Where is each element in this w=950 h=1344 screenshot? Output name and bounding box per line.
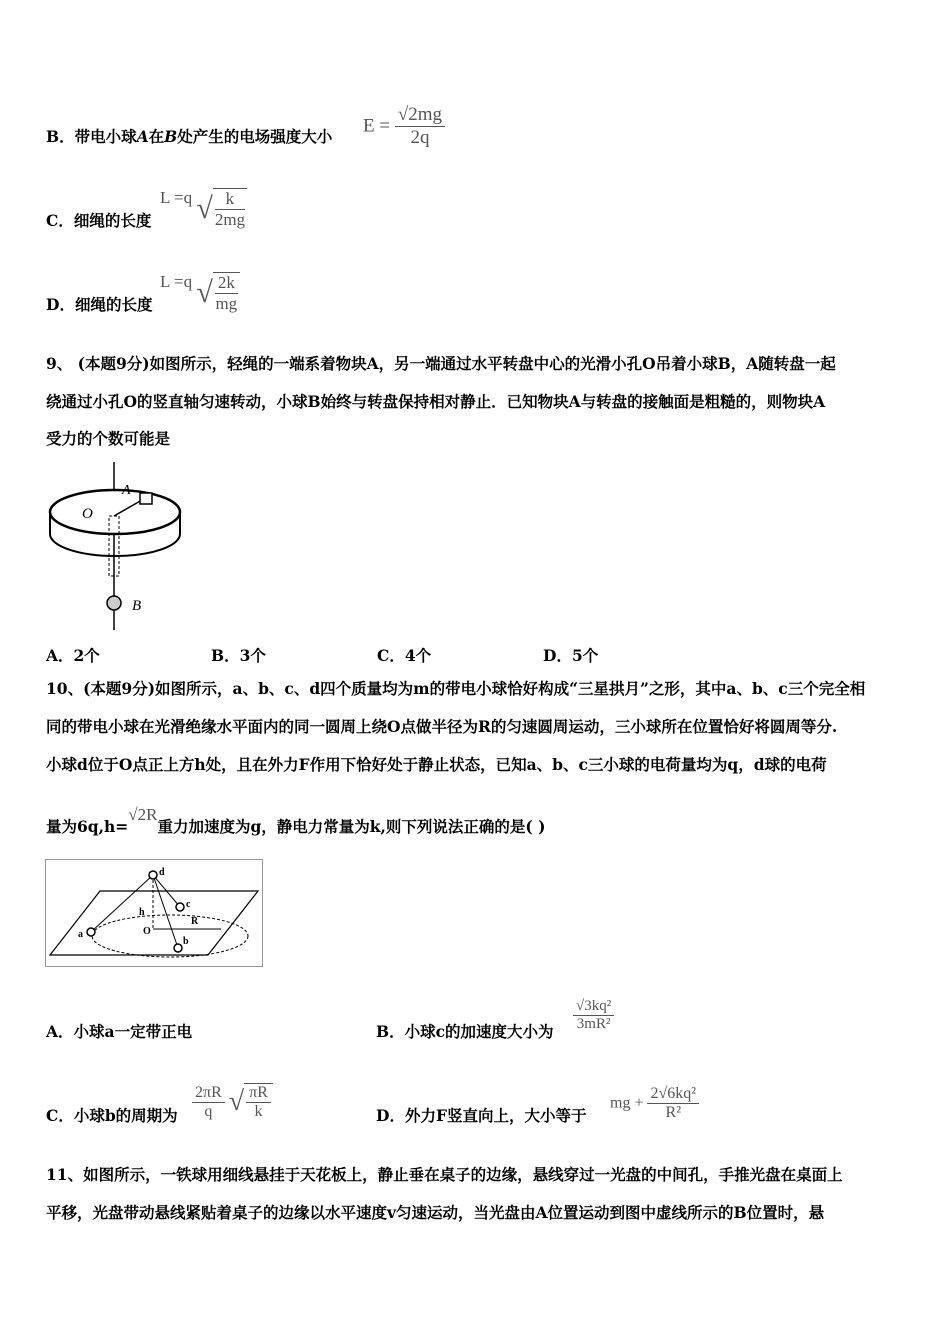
three-stars-figure: [45, 859, 263, 967]
q9-option-a: A．2个: [46, 646, 100, 665]
q9-option-c: C．4个: [377, 646, 432, 665]
q10-option-b: B．小球c的加速度大小为: [376, 1022, 554, 1041]
q10-d-formula: mg + $\frac{\text{2√6kq²}}{\text{R²}}$: [610, 1085, 699, 1122]
svg-text:a: a: [78, 929, 83, 940]
ball-b: [174, 944, 182, 952]
svg-text:d: d: [159, 867, 165, 878]
q8-option-b: B．带电小球A在B处产生的电场强度大小: [46, 127, 333, 146]
label-b: B: [132, 598, 142, 614]
ball-c: [176, 903, 184, 911]
q10-line-1: 10、(本题9分)如图所示，a、b、c、d四个质量均为m的带电小球恰好构成“三星拱月”之形，其中a、b、c三个完全相: [46, 679, 866, 698]
q9-line-2: 绕通过小孔O的竖直轴匀速转动，小球B始终与转盘保持相对静止．已知物块A与转盘的接触面是粗糙的，则物块A: [46, 392, 826, 411]
svg-text:h: h: [139, 907, 145, 918]
ball-a: [87, 928, 95, 936]
q10-c-formula: $\frac{2\pi R}{q}$ √ $\frac{\pi R}{k}$: [192, 1083, 273, 1121]
ball-d: [149, 871, 157, 879]
svg-text:R: R: [191, 916, 199, 927]
turntable-top: [50, 490, 180, 534]
q11-line-1: 11、如图所示，一铁球用细线悬挂于天花板上，静止垂在桌子的边缘，悬线穿过一光盘的中间孔，手推光盘在桌面上: [46, 1165, 843, 1184]
q8-d-formula: L =q √ $\frac{2k}{mg}$: [160, 272, 240, 314]
turntable-figure: [46, 462, 186, 634]
label-o: O: [82, 506, 93, 522]
q10-option-d: D．外力F竖直向上，大小等于: [376, 1106, 587, 1125]
q8-b-formula: E = $\frac{√2mg}{2q}$: [363, 104, 445, 149]
svg-text:O: O: [143, 926, 151, 937]
svg-text:b: b: [183, 936, 189, 947]
q8-option-d: D．细绳的长度: [46, 295, 153, 314]
q10-option-c: C．小球b的周期为: [46, 1106, 178, 1125]
q10-line-3: 小球d位于O点正上方h处，且在外力F作用下恰好处于静止状态，已知a、b、c三小球的电荷量均为q，d球的电荷: [46, 755, 827, 774]
q9-line-3: 受力的个数可能是: [46, 429, 171, 448]
q10-line-2: 同的带电小球在光滑绝缘水平面内的同一圆周上绕O点做半径为R的匀速圆周运动，三小球所在位置恰好将圆周等分.: [46, 717, 838, 736]
q9-option-d: D．5个: [543, 646, 599, 665]
block-a: [140, 493, 152, 504]
q10-line-4: 量为6q,h=√2R重力加速度为g，静电力常量为k,则下列说法正确的是( ): [46, 805, 546, 836]
q11-line-2: 平移，光盘带动悬线紧贴着桌子的边缘以水平速度v匀速运动，当光盘由A位置运动到图中虚线所示的B位置时，悬: [46, 1203, 825, 1222]
q9-option-b: B．3个: [211, 646, 266, 665]
label-a: A: [122, 483, 131, 498]
q8-option-c: C．细绳的长度: [46, 211, 152, 230]
q10-option-a: A．小球a一定带正电: [46, 1022, 193, 1041]
svg-text:c: c: [186, 899, 191, 910]
ball-b: [107, 596, 121, 610]
q10-b-formula: $\frac{\text{√3kq²}}{\text{3mR²}}$: [573, 998, 614, 1033]
q8-c-formula: L =q √ $\frac{k}{2mg}$: [160, 188, 246, 229]
q9-line-1: 9、 (本题9分)如图所示，轻绳的一端系着物块A，另一端通过水平转盘中心的光滑小孔O吊着小球B，A随转盘一起: [46, 354, 836, 373]
